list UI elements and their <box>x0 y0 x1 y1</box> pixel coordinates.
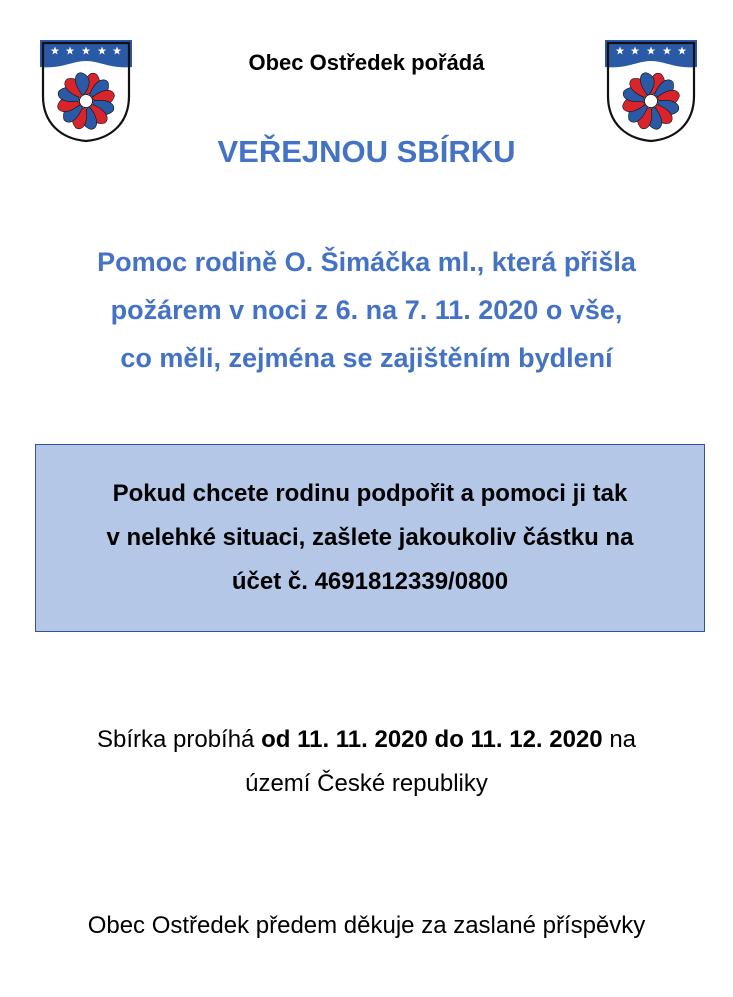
purpose-line: požárem v noci z 6. na 7. 11. 2020 o vše, <box>110 295 623 325</box>
period-prefix: Sbírka probíhá <box>96 726 262 753</box>
purpose-line: co měli, zejména se zajištěním bydlení <box>120 343 613 373</box>
collection-period <box>0 718 733 806</box>
period-territory: území České republiky <box>245 770 488 797</box>
period-dates: od 11. 11. 2020 do 11. 12. 2020 <box>261 726 603 753</box>
donation-info-box <box>35 444 705 632</box>
period-line <box>0 718 733 762</box>
info-line: Pokud chcete rodinu podpořit a pomoci ji tak <box>112 480 628 507</box>
account-number-line: účet č. 4691812339/0800 <box>231 568 509 595</box>
organizer-heading: Obec Ostředek pořádá <box>248 50 485 75</box>
collection-purpose <box>0 238 733 382</box>
purpose-line: Pomoc rodině O. Šimáčka ml., která přišla <box>97 247 636 277</box>
donation-info-text <box>107 472 634 604</box>
info-line: v nelehké situaci, zašlete jakoukoliv částku na <box>106 524 634 551</box>
thanks-note: Obec Ostředek předem děkuje za zaslané příspěvky <box>87 912 646 939</box>
page-title: VEŘEJNOU SBÍRKU <box>217 134 516 169</box>
coat-of-arms-icon <box>605 40 697 144</box>
period-suffix: na <box>602 726 637 753</box>
